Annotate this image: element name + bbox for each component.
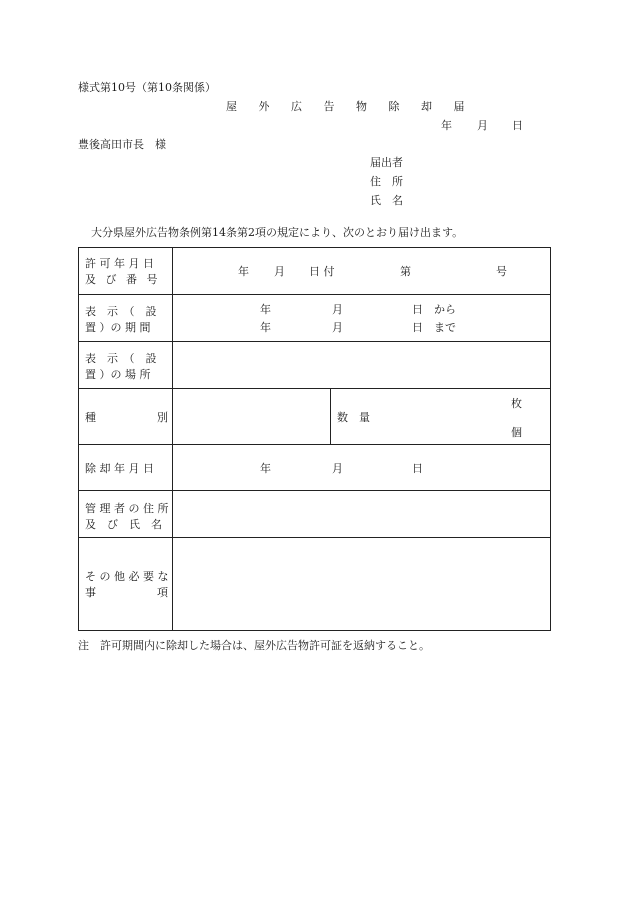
permit-label-line2: 及 び 番 号 [85,273,161,286]
quantity-label: 数 量 [337,411,370,424]
period-label-line1: 表 示 （ 設 [85,305,157,318]
removal-year[interactable]: 年 [260,462,271,475]
date-day: 日 [512,119,523,132]
applicant-name-label: 氏 名 [370,194,403,207]
applicant-label: 届出者 [370,156,403,169]
row-period [79,295,550,342]
addressee: 豊後高田市長 様 [78,138,166,151]
other-label-line2-left: 事 [85,586,96,599]
period-from-year[interactable]: 年 [260,303,271,316]
unit-sheets: 枚 [511,397,522,410]
row-permit [79,248,550,295]
permit-label-line1: 許 可 年 月 日 [85,257,154,270]
period-label-line2: 置 ）の 期 間 [85,321,151,334]
period-to-year[interactable]: 年 [260,321,271,334]
manager-label-line1: 管 理 者 の 住 所 [85,502,169,515]
permit-year[interactable]: 年 [238,265,249,278]
removal-form-table [78,247,551,631]
date-month: 月 [477,119,488,132]
period-from-month[interactable]: 月 [332,303,343,316]
permit-month[interactable]: 月 [274,265,285,278]
period-to-month[interactable]: 月 [332,321,343,334]
applicant-address-label: 住 所 [370,175,403,188]
permit-go: 号 [496,265,507,278]
permit-dai: 第 [400,265,411,278]
removal-day[interactable]: 日 [412,462,423,475]
removal-month[interactable]: 月 [332,462,343,475]
intro-text: 大分県屋外広告物条例第14条第2項の規定により、次のとおり届け出ます。 [91,226,464,239]
quantity-divider [330,389,331,444]
row-kind [79,389,550,445]
row-manager [79,491,550,538]
other-label-line2-right: 項 [157,586,168,599]
form-number: 様式第10号（第10条関係） [78,81,216,94]
other-label-line1: そ の 他 必 要 な [85,570,169,583]
period-from-day[interactable]: 日 から [412,303,456,316]
date-year: 年 [441,119,452,132]
document-title: 屋 外 広 告 物 除 却 届 [226,100,474,113]
row-location [79,342,550,389]
unit-pieces: 個 [511,426,522,439]
row-removal-date [79,445,550,491]
period-to-day[interactable]: 日 まで [412,321,456,334]
location-label-line2: 置 ）の 場 所 [85,368,151,381]
location-label-line1: 表 示 （ 設 [85,352,157,365]
kind-label-right: 別 [157,411,168,424]
kind-label-left: 種 [85,411,96,424]
removal-date-label: 除 却 年 月 日 [85,462,154,475]
manager-label-line2: 及 び 氏 名 [85,518,162,531]
permit-day[interactable]: 日 付 [309,265,335,278]
row-other [79,538,550,630]
footnote: 注 許可期間内に除却した場合は、屋外広告物許可証を返納すること。 [78,639,430,652]
